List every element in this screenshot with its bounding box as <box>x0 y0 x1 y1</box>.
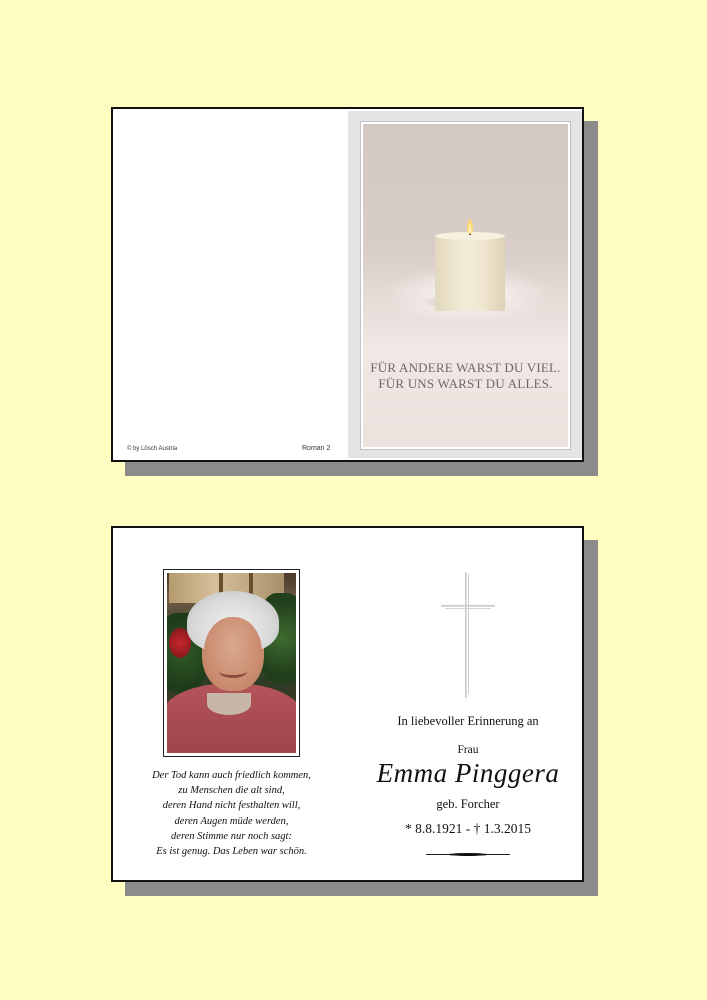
poem-line: zu Menschen die alt sind, <box>178 785 285 797</box>
cross-vertical <box>465 572 467 698</box>
maiden-name: geb. Forcher <box>436 797 500 811</box>
candle-icon <box>435 235 505 311</box>
deceased-name: Emma Pinggera <box>376 758 560 788</box>
candle-photo <box>363 124 568 447</box>
poem-line: deren Hand nicht festhalten will, <box>162 800 301 812</box>
candle-photo-panel <box>348 111 582 458</box>
flame-icon <box>467 219 473 234</box>
front-card <box>111 107 584 462</box>
poem-line: deren Augen müde werden, <box>174 815 289 827</box>
copyright-note: © by Lösch Austria <box>127 446 178 452</box>
life-dates: * 8.8.1921 - † 1.3.2015 <box>405 821 531 836</box>
poem-line: Der Tod kann auch friedlich kommen, <box>152 770 311 781</box>
poem-line: Es ist genug. Das Leben war schön. <box>156 846 307 858</box>
cross-horizontal <box>441 605 495 607</box>
cross-icon <box>441 572 495 698</box>
ornament-center <box>448 853 488 856</box>
cross-vertical-highlight <box>468 574 469 694</box>
salutation: Frau <box>457 744 479 756</box>
motto-line-2: FÜR UNS WARST DU ALLES. <box>378 376 553 391</box>
portrait-frame <box>163 569 300 757</box>
memory-line: In liebevoller Erinnerung an <box>397 714 539 728</box>
motto-text <box>363 360 568 392</box>
poem-line: deren Stimme nur noch sagt: <box>171 830 292 842</box>
person-collar <box>207 693 251 715</box>
portrait-photo <box>167 573 296 753</box>
back-card <box>111 526 584 882</box>
candle-photo-frame <box>360 121 571 450</box>
motto-line-1: FÜR ANDERE WARST DU VIEL. <box>370 360 561 375</box>
poem <box>113 768 350 859</box>
divider-ornament <box>426 853 510 857</box>
person-face-front <box>204 617 262 689</box>
person-smile <box>219 665 247 678</box>
cross-horizontal-highlight <box>445 608 491 609</box>
model-label: Roman 2 <box>302 445 331 452</box>
